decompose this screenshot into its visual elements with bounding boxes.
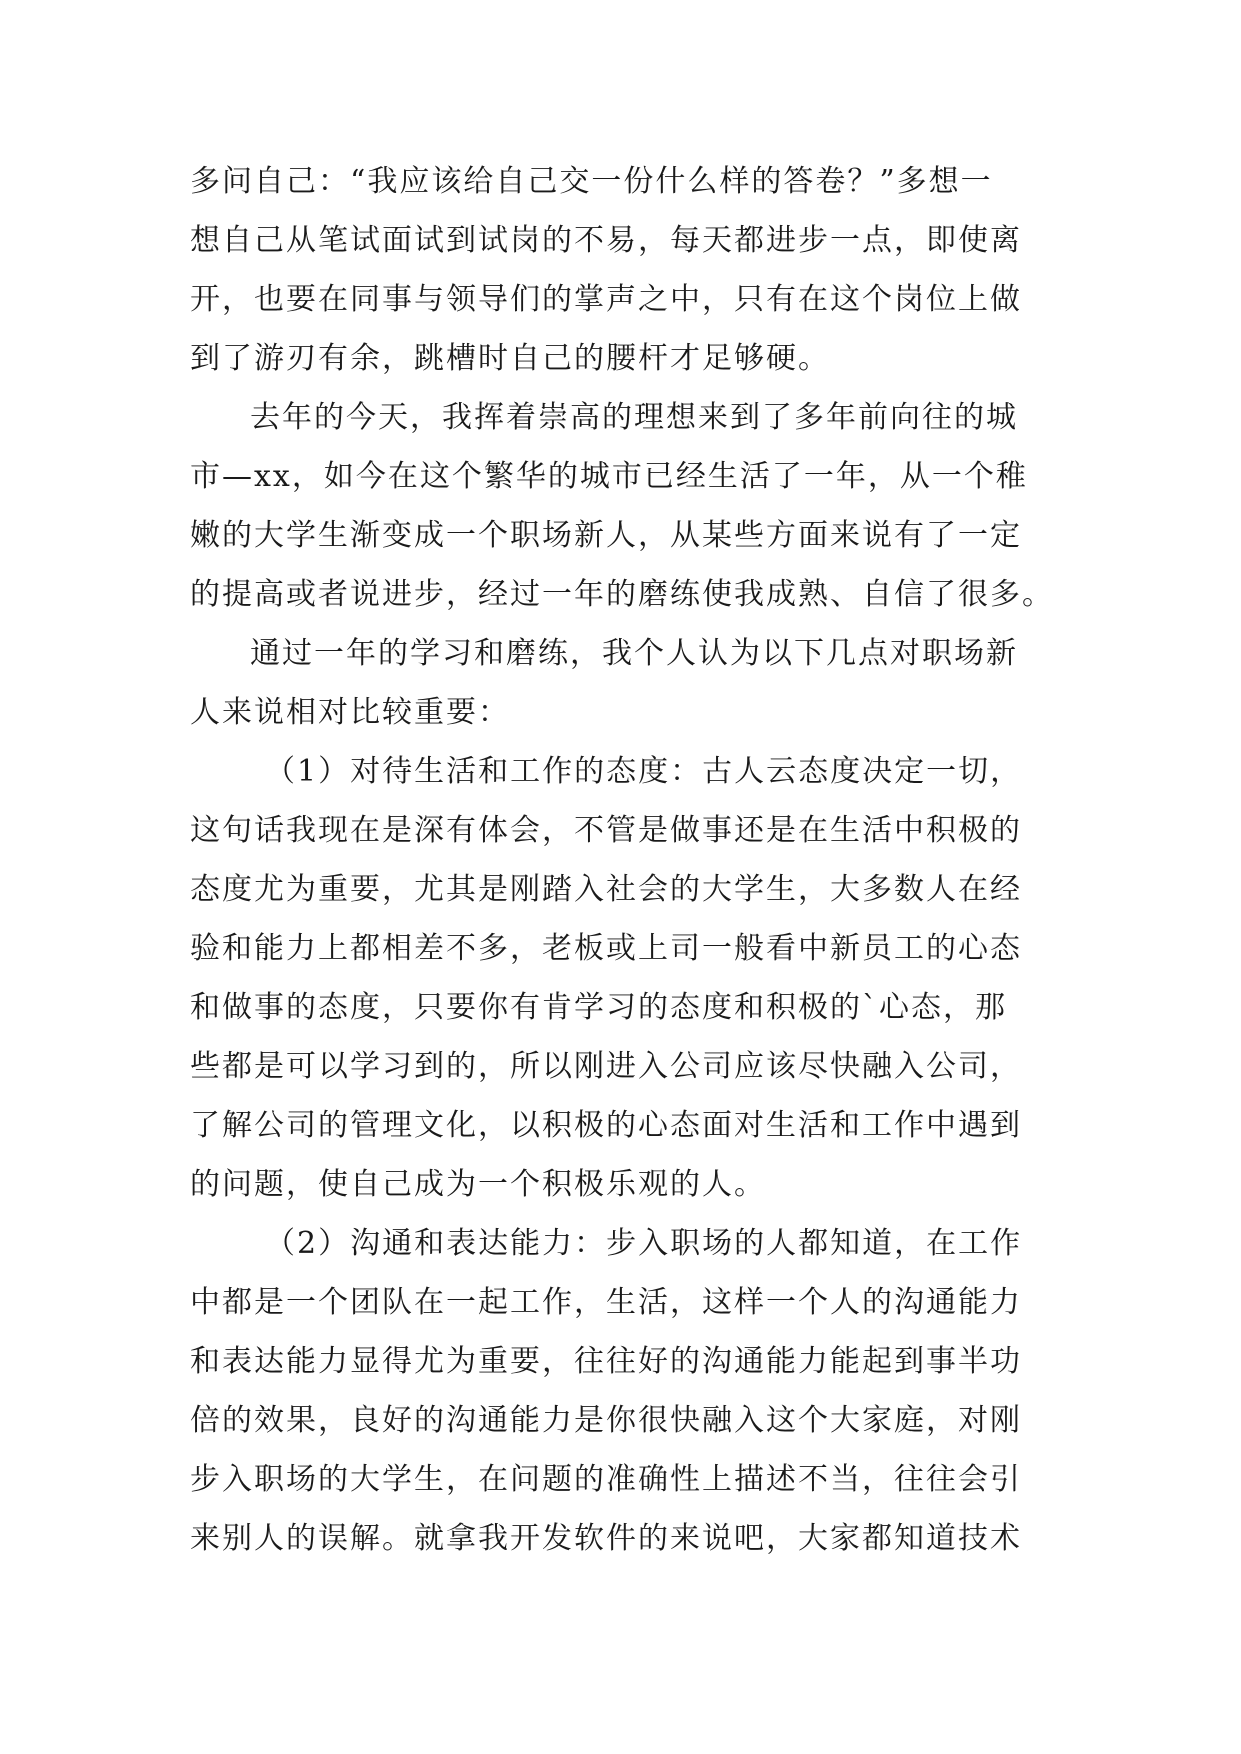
paragraph-start-line: 去年的今天，我挥着崇高的理想来到了多年前向往的城 bbox=[250, 400, 1018, 435]
text-line: 些都是可以学习到的，所以刚进入公司应该尽快融入公司， bbox=[190, 1049, 1022, 1084]
text-line: 想自己从笔试面试到试岗的不易，每天都进步一点，即使离 bbox=[190, 223, 1022, 258]
list-item-start-line: （2）沟通和表达能力：步入职场的人都知道，在工作 bbox=[265, 1226, 1023, 1261]
text-line: 这句话我现在是深有体会，不管是做事还是在生活中积极的 bbox=[190, 813, 1022, 848]
paragraph-start-line: 通过一年的学习和磨练，我个人认为以下几点对职场新 bbox=[250, 636, 1018, 671]
text-line: 的问题，使自己成为一个积极乐观的人。 bbox=[190, 1167, 766, 1202]
text-line: 人来说相对比较重要： bbox=[190, 695, 510, 730]
text-line: 中都是一个团队在一起工作，生活，这样一个人的沟通能力 bbox=[190, 1285, 1022, 1320]
list-item-start-line: （1）对待生活和工作的态度：古人云态度决定一切， bbox=[265, 754, 1023, 789]
text-line: 开，也要在同事与领导们的掌声之中，只有在这个岗位上做 bbox=[190, 282, 1022, 317]
text-line: 步入职场的大学生，在问题的准确性上描述不当，往往会引 bbox=[190, 1462, 1022, 1497]
text-line: 来别人的误解。就拿我开发软件的来说吧，大家都知道技术 bbox=[190, 1521, 1022, 1556]
text-line: 多问自己：“我应该给自己交一份什么样的答卷？”多想一 bbox=[190, 164, 993, 199]
text-line: 的提高或者说进步，经过一年的磨练使我成熟、自信了很多。 bbox=[190, 577, 1054, 612]
text-line: 验和能力上都相差不多，老板或上司一般看中新员工的心态 bbox=[190, 931, 1022, 966]
text-line: 倍的效果，良好的沟通能力是你很快融入这个大家庭，对刚 bbox=[190, 1403, 1022, 1438]
text-line: 和表达能力显得尤为重要，往往好的沟通能力能起到事半功 bbox=[190, 1344, 1022, 1379]
text-line: 嫩的大学生渐变成一个职场新人，从某些方面来说有了一定 bbox=[190, 518, 1022, 553]
text-line: 和做事的态度，只要你有肯学习的态度和积极的`心态，那 bbox=[190, 990, 1007, 1025]
text-line: 市—xx，如今在这个繁华的城市已经生活了一年，从一个稚 bbox=[190, 459, 1028, 494]
text-line: 态度尤为重要，尤其是刚踏入社会的大学生，大多数人在经 bbox=[190, 872, 1022, 907]
document-body bbox=[190, 152, 1070, 1568]
text-line: 到了游刃有余，跳槽时自己的腰杆才足够硬。 bbox=[190, 341, 830, 376]
text-line: 了解公司的管理文化，以积极的心态面对生活和工作中遇到 bbox=[190, 1108, 1022, 1143]
